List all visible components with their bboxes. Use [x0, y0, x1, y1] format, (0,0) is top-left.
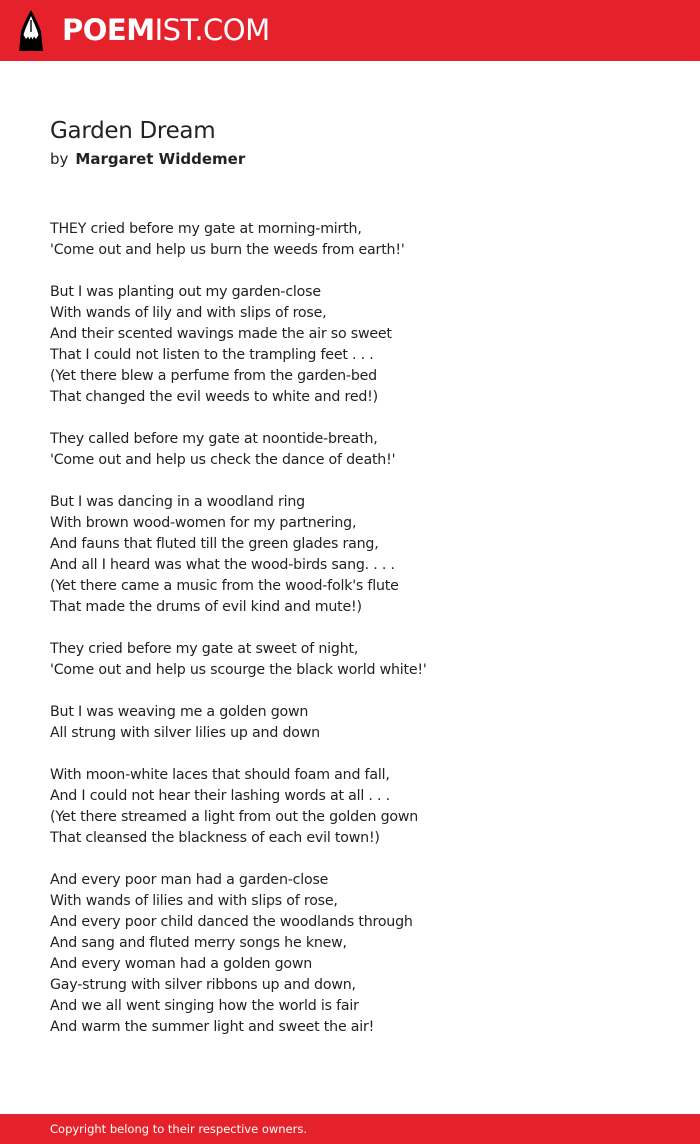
poem-line: 'Come out and help us burn the weeds from earth!'	[50, 242, 405, 258]
site-footer	[0, 1114, 700, 1144]
poem-line: But I was weaving me a golden gown	[50, 704, 309, 720]
poem-line: And fauns that fluted till the green glades rang,	[50, 536, 379, 552]
site-header	[0, 0, 700, 61]
poem-line: Gay-strung with silver ribbons up and down,	[50, 977, 356, 993]
poem-line: (Yet there blew a perfume from the garden-bed	[50, 368, 377, 384]
poem-line: And their scented wavings made the air so sweet	[50, 326, 392, 342]
poem-stanza	[50, 765, 670, 849]
poem-line: And every poor man had a garden-close	[50, 872, 329, 888]
poem-line: (Yet there came a music from the wood-folk's flute	[50, 578, 399, 594]
poem-line: With wands of lilies and with slips of rose,	[50, 893, 338, 909]
poem-line: With wands of lily and with slips of rose,	[50, 305, 327, 321]
copyright-text: Copyright belong to their respective owners.	[50, 1122, 308, 1136]
pen-nib-icon[interactable]	[19, 10, 43, 51]
poem-title: Garden Dream	[50, 118, 216, 144]
poem-line: THEY cried before my gate at morning-mirth,	[50, 221, 362, 237]
poem-line: And we all went singing how the world is fair	[50, 998, 359, 1014]
poem-stanza	[50, 429, 670, 471]
poem-body	[50, 219, 670, 1059]
poem-line: That made the drums of evil kind and mute!)	[50, 599, 362, 615]
poem-line: And I could not hear their lashing words at all . . .	[50, 788, 390, 804]
poem-line: And every poor child danced the woodlands through	[50, 914, 413, 930]
logo-text-bold: POEM	[62, 13, 155, 47]
poem-line: With brown wood-women for my partnering,	[50, 515, 357, 531]
poem-stanza	[50, 639, 670, 681]
poem-line: That cleansed the blackness of each evil town!)	[50, 830, 380, 846]
poem-line: That I could not listen to the trampling feet . . .	[50, 347, 374, 363]
author-name: Margaret Widdemer	[75, 150, 246, 168]
poem-line: All strung with silver lilies up and down	[50, 725, 320, 741]
poem-line: 'Come out and help us check the dance of death!'	[50, 452, 396, 468]
poem-line: They called before my gate at noontide-breath,	[50, 431, 378, 447]
poem-stanza	[50, 492, 670, 618]
poem-line: And warm the summer light and sweet the air!	[50, 1019, 375, 1035]
poem-line: They cried before my gate at sweet of night,	[50, 641, 359, 657]
poem-stanza	[50, 702, 670, 744]
logo-text-light: IST.COM	[154, 13, 270, 47]
poem-line: (Yet there streamed a light from out the golden gown	[50, 809, 419, 825]
by-label: by	[50, 150, 69, 168]
site-logo[interactable]	[62, 13, 270, 47]
poem-line: And sang and fluted merry songs he knew,	[50, 935, 347, 951]
poem-line: 'Come out and help us scourge the black world white!'	[50, 662, 427, 678]
poem-line: But I was planting out my garden-close	[50, 284, 321, 300]
poem-stanza	[50, 870, 670, 1038]
poem-stanza	[50, 282, 670, 408]
poem-line: And all I heard was what the wood-birds sang. . . .	[50, 557, 395, 573]
poem-line: And every woman had a golden gown	[50, 956, 313, 972]
poem-line: With moon-white laces that should foam and fall,	[50, 767, 390, 783]
poem-line: That changed the evil weeds to white and red!)	[50, 389, 379, 405]
poem-stanza	[50, 219, 670, 261]
poem-line: But I was dancing in a woodland ring	[50, 494, 305, 510]
poem-byline	[50, 149, 245, 169]
